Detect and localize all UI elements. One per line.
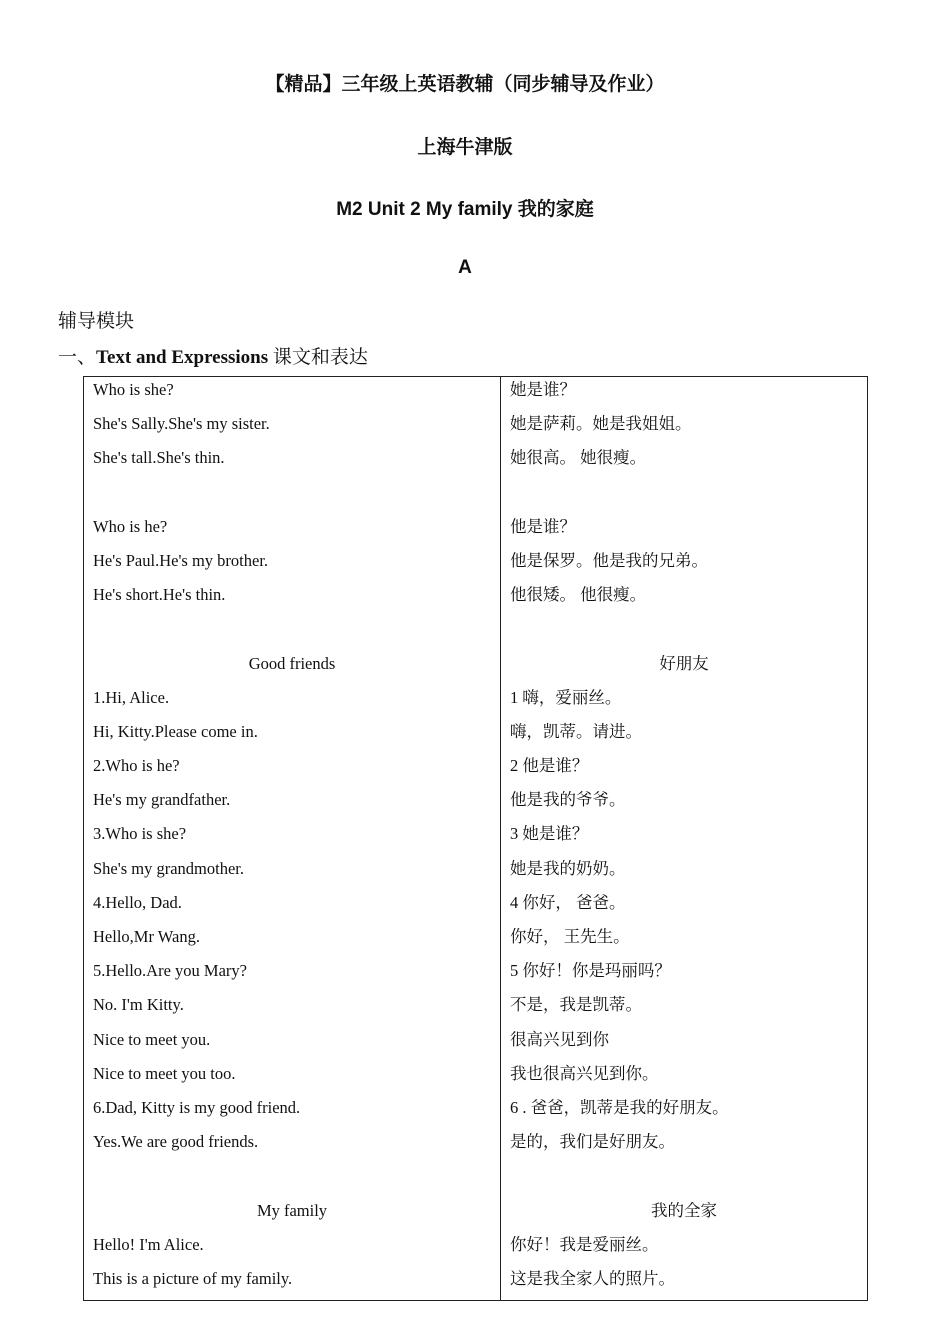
- english-line: Hi, Kitty.Please come in.: [93, 721, 258, 741]
- english-line: He's my grandfather.: [93, 790, 231, 810]
- chinese-line: 1 嗨，爱丽丝。: [510, 687, 622, 707]
- chinese-line: 是的，我们是好朋友。: [510, 1132, 675, 1152]
- english-line: Yes.We are good friends.: [93, 1132, 259, 1152]
- chinese-line: 4 你好， 爸爸。: [510, 892, 626, 912]
- chinese-line: 你好， 王先生。: [510, 927, 630, 946]
- english-line: 1.Hi, Alice.: [93, 687, 170, 707]
- section-title-zh: 课文和表达: [272, 347, 368, 368]
- chinese-line: 嗨，凯蒂。请进。: [510, 721, 642, 741]
- english-line: [84, 616, 500, 650]
- chinese-line: [501, 616, 867, 650]
- chinese-line: 她很高。 她很瘦。: [510, 448, 647, 468]
- chinese-line: 6 . 爸爸，凯蒂是我的好朋友。: [510, 1097, 729, 1117]
- english-line: Who is she?: [93, 380, 174, 399]
- english-line: Hello,Mr Wang.: [93, 927, 200, 946]
- english-line: [84, 480, 500, 514]
- section-heading: [58, 342, 368, 369]
- english-line: He's Paul.He's my brother.: [93, 550, 269, 570]
- english-line: She's Sally.She's my sister.: [93, 414, 270, 434]
- chinese-line: 他是谁？: [510, 516, 576, 536]
- chinese-line: 她是我的奶奶。: [510, 858, 626, 878]
- chinese-line: 他是我的爷爷。: [510, 790, 626, 810]
- part-label: A: [458, 257, 472, 278]
- section-title-en: Text and Expressions: [96, 347, 269, 368]
- english-line: No. I'm Kitty.: [93, 995, 184, 1015]
- english-line: Who is he?: [93, 516, 168, 536]
- chinese-line: 2 他是谁？: [510, 756, 589, 776]
- chinese-line: 好朋友: [659, 653, 709, 673]
- english-line: Nice to meet you too.: [93, 1063, 236, 1083]
- chinese-line: 我的全家: [651, 1200, 717, 1220]
- chinese-line: [501, 1163, 867, 1197]
- english-line: 4.Hello, Dad.: [93, 892, 182, 912]
- chinese-line: 她是谁？: [510, 380, 576, 399]
- chinese-line: 5 你好！你是玛丽吗？: [510, 961, 671, 981]
- english-line: Hello! I'm Alice.: [93, 1234, 204, 1254]
- chinese-line: 很高兴见到你: [510, 1029, 609, 1049]
- chinese-line: 不是，我是凯蒂。: [510, 995, 642, 1015]
- english-line: 2.Who is he?: [93, 756, 180, 776]
- chinese-line: 他很矮。 他很瘦。: [510, 585, 647, 605]
- chinese-line: 我也很高兴见到你。: [510, 1063, 659, 1083]
- english-line: 5.Hello.Are you Mary?: [93, 961, 247, 981]
- text-table: [83, 376, 868, 1301]
- document-title: 【精品】三年级上英语教辅（同步辅导及作业）: [265, 74, 665, 95]
- chinese-line: [501, 480, 867, 514]
- unit-title: M2 Unit 2 My family 我的家庭: [336, 199, 594, 220]
- section-prefix: 一、: [58, 347, 97, 368]
- chinese-line: 这是我全家人的照片。: [510, 1268, 675, 1288]
- english-line: 3.Who is she?: [93, 824, 187, 844]
- english-column: [84, 377, 501, 1301]
- chinese-column: [501, 377, 868, 1301]
- english-line: This is a picture of my family.: [93, 1268, 293, 1288]
- module-label: 辅导模块: [58, 311, 135, 332]
- edition-title: 上海牛津版: [417, 137, 513, 158]
- english-line: [84, 1163, 500, 1197]
- english-line: My family: [256, 1200, 328, 1220]
- english-line: Good friends: [248, 653, 336, 673]
- english-line: Nice to meet you.: [93, 1029, 211, 1049]
- chinese-line: 她是萨莉。她是我姐姐。: [510, 414, 692, 434]
- english-line: She's tall.She's thin.: [93, 448, 225, 468]
- chinese-line: 他是保罗。他是我的兄弟。: [510, 550, 708, 570]
- english-line: 6.Dad, Kitty is my good friend.: [93, 1097, 301, 1117]
- chinese-line: 你好！我是爱丽丝。: [510, 1234, 659, 1254]
- english-line: She's my grandmother.: [93, 858, 244, 878]
- chinese-line: 3 她是谁？: [510, 824, 589, 844]
- english-line: He's short.He's thin.: [93, 585, 226, 605]
